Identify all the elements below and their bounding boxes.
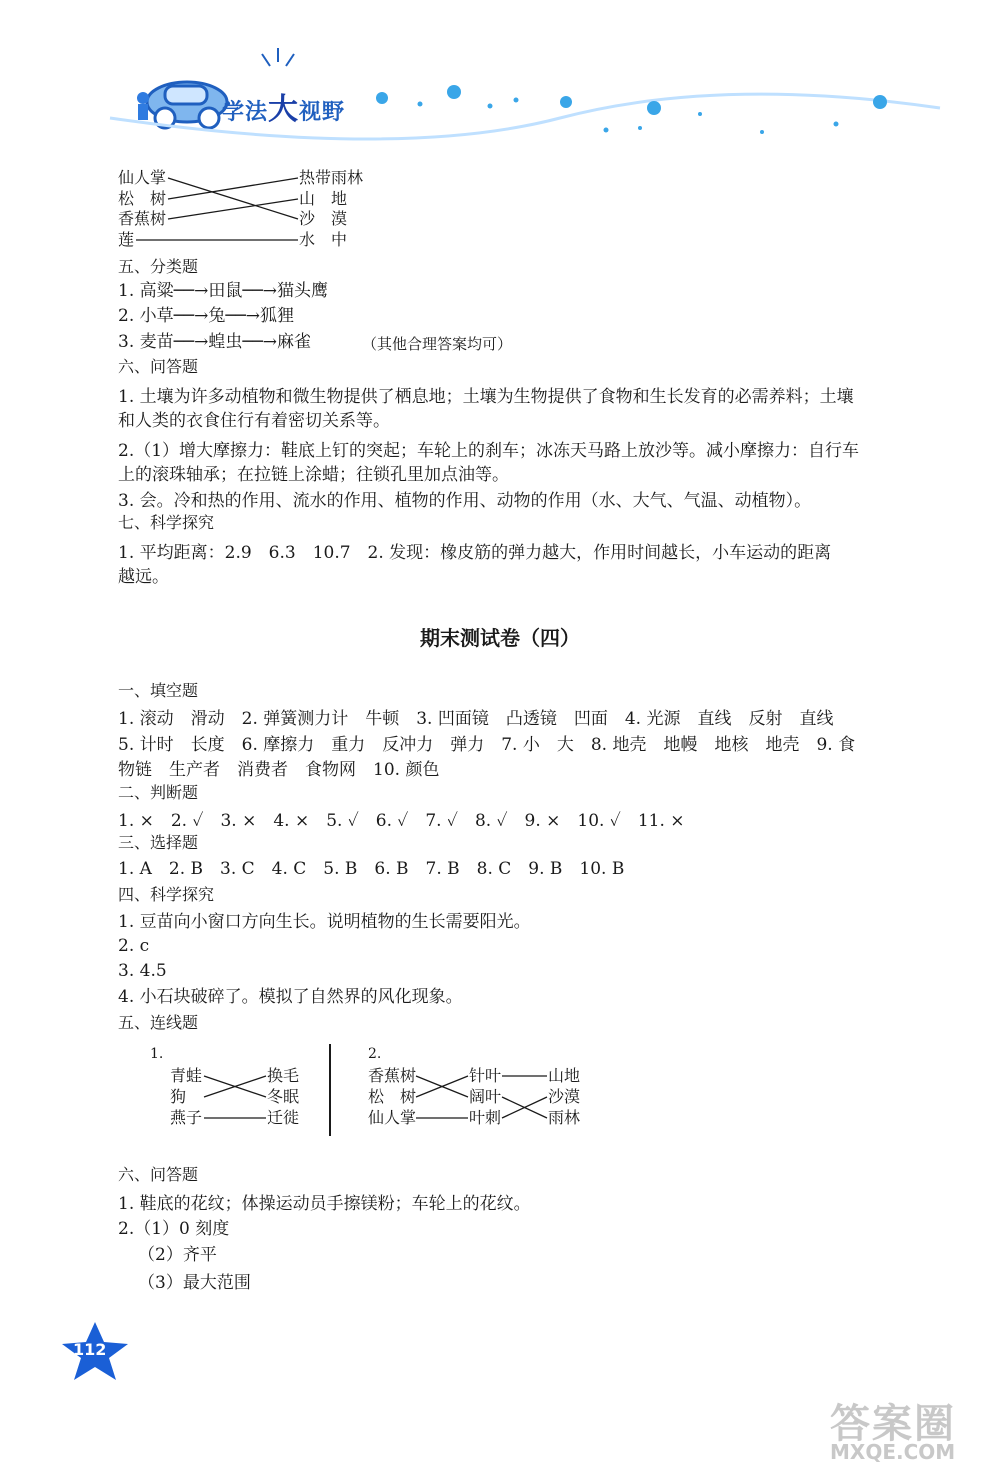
match-right-item: 水 中	[299, 230, 348, 249]
match-left-item: 香蕉树	[118, 209, 167, 228]
watermark-url: MXQE.COM	[830, 1440, 956, 1464]
match-left-item: 青蛙	[170, 1066, 203, 1085]
answer-note: （其他合理答案均可）	[362, 335, 513, 353]
match-left-item: 松 树	[118, 189, 167, 208]
match-mid-item: 针叶	[469, 1066, 502, 1085]
answer-line: 4. 小石块破碎了。模拟了自然界的风化现象。	[118, 987, 463, 1007]
section-heading: 一、填空题	[118, 681, 199, 700]
match-right-item: 沙 漠	[299, 209, 348, 228]
answer-line: 1. A 2. B 3. C 4. C 5. B 6. B 7. B 8. C 9. B 10. B	[118, 859, 625, 879]
answer-line: 1. 土壤为许多动植物和微生物提供了栖息地；土壤为生物提供了食物和生长发育的必需养料；土壤	[118, 387, 854, 407]
answer-line: （3）最大范围	[138, 1273, 251, 1293]
match-left-item: 仙人掌	[368, 1108, 417, 1127]
section-heading: 六、问答题	[118, 1165, 199, 1184]
section-heading: 二、判断题	[118, 783, 199, 802]
answer-line: 1. 平均距离：2.9 6.3 10.7 2. 发现：橡皮筋的弹力越大，作用时间越长，小车运动的距离	[118, 543, 832, 563]
match-right-item: 热带雨林	[299, 168, 364, 187]
match-left-item: 松 树	[368, 1087, 417, 1106]
match-right-item: 山 地	[299, 189, 348, 208]
match-mid-item: 阔叶	[469, 1087, 502, 1106]
match-left-item: 燕子	[170, 1108, 203, 1127]
answer-line: 越远。	[118, 567, 169, 587]
section-heading: 四、科学探究	[118, 885, 215, 904]
match-right-item: 冬眠	[267, 1087, 300, 1106]
watermark-logo: 答案圈	[830, 1401, 956, 1447]
answer-line: （2）齐平	[138, 1245, 217, 1265]
brand-logo: 学法大视野	[222, 92, 346, 127]
answer-line: 1. 滚动 滑动 2. 弹簧测力计 牛顿 3. 凹面镜 凸透镜 凹面 4. 光源 直线 反射 直线	[118, 709, 834, 729]
match-left-item: 狗	[170, 1087, 187, 1106]
answer-line: 3. 会。冷和热的作用、流水的作用、植物的作用、动物的作用（水、大气、气温、动植物）。	[118, 491, 812, 511]
answer-line: 1. 鞋底的花纹；体操运动员手擦镁粉；车轮上的花纹。	[118, 1194, 531, 1214]
match-right-item: 雨林	[548, 1108, 581, 1127]
match-right-item: 山地	[548, 1066, 581, 1085]
answer-line: 1. 豆苗向小窗口方向生长。说明植物的生长需要阳光。	[118, 912, 531, 932]
answer-line: 3. 4.5	[118, 961, 167, 981]
match-lines	[0, 0, 620, 1140]
match-left-item: 仙人掌	[118, 168, 167, 187]
match-number: 1.	[150, 1046, 164, 1062]
answer-line: 2.（1）增大摩擦力：鞋底上钉的突起；车轮上的刹车；冰冻天马路上放沙等。减小摩擦力：自行车	[118, 441, 860, 461]
match-right-item: 换毛	[267, 1066, 300, 1085]
section-heading: 七、科学探究	[118, 513, 215, 532]
answer-line: 1. × 2. ✓ 3. × 4. × 5. ✓ 6. ✓ 7. ✓ 8. ✓ 9. × 10. ✓ 11. ×	[118, 811, 685, 831]
match-left-item: 香蕉树	[368, 1066, 417, 1085]
section-heading: 五、连线题	[118, 1013, 199, 1032]
section-heading: 六、问答题	[118, 357, 199, 376]
page-title: 期末测试卷（四）	[420, 626, 580, 650]
answer-line: 上的滚珠轴承；在拉链上涂蜡；往锁孔里加点油等。	[118, 465, 509, 485]
answer-line: 物链 生产者 消费者 食物网 10. 颜色	[118, 760, 440, 780]
answer-line: 和人类的衣食住行有着密切关系等。	[118, 411, 390, 431]
section-heading: 五、分类题	[118, 257, 199, 276]
answer-line: 2. c	[118, 936, 150, 956]
match-right-item: 沙漠	[548, 1087, 581, 1106]
page-number: 112	[73, 1340, 107, 1359]
section-heading: 三、选择题	[118, 833, 199, 852]
match-right-item: 迁徙	[267, 1108, 300, 1127]
answer-line: 2.（1）0 刻度	[118, 1219, 230, 1239]
answer-line: 1. 高粱──→田鼠──→猫头鹰	[118, 281, 329, 301]
match-mid-item: 叶刺	[469, 1108, 502, 1127]
match-left-item: 莲	[118, 230, 135, 249]
match-number: 2.	[368, 1046, 382, 1062]
answer-line: 3. 麦苗──→蝗虫──→麻雀	[118, 332, 312, 352]
answer-line: 2. 小草──→兔──→狐狸	[118, 306, 295, 326]
answer-line: 5. 计时 长度 6. 摩擦力 重力 反冲力 弹力 7. 小 大 8. 地壳 地幔 地核 地壳 9. 食	[118, 735, 856, 755]
